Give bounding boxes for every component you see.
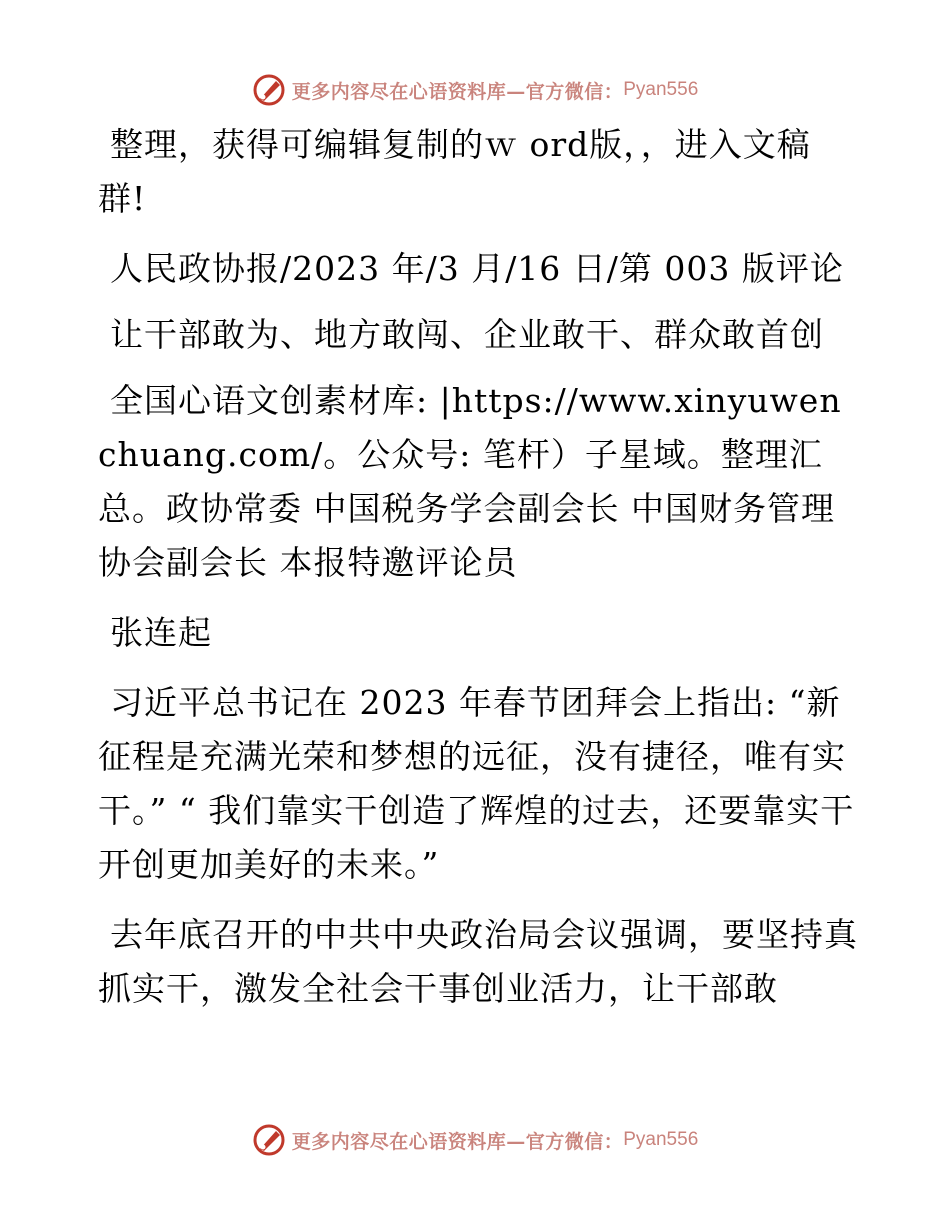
watermark-footer <box>0 1120 950 1160</box>
paragraph-author-info: 全国心语文创素材库: |https://www.xinyuwenchuang.com/。公众号: 笔杆）子星域。整理汇总。政协常委 中国税务学会副会长 中国财务管理协会副会长 本报特邀评论员 <box>98 381 842 582</box>
paragraph-author-name: 张连起 <box>110 613 212 652</box>
watermark-text: 更多内容尽在心语资料库—官方微信： <box>291 80 624 103</box>
pen-logo-icon <box>252 1123 286 1157</box>
document-body <box>98 118 858 1032</box>
paragraph-source: 人民政协报/2023 年/3 月/16 日/第 003 版评论 <box>110 249 844 288</box>
pen-logo-icon <box>252 73 286 107</box>
watermark-id: Pyan556 <box>623 79 699 100</box>
paragraph-body-1: 习近平总书记在 2023 年春节团拜会上指出: “新征程是充满光荣和梦想的远征，没有捷径，唯有实干。” “ 我们靠实干创造了辉煌的过去，还要靠实干开创更加美好的未来。” <box>98 683 855 884</box>
watermark-id: Pyan556 <box>623 1129 699 1150</box>
watermark-text: 更多内容尽在心语资料库—官方微信： <box>291 1130 624 1153</box>
watermark-header <box>0 70 950 110</box>
paragraph-intro: 整理，获得可编辑复制的ｗ ord版，，进入文稿群! <box>98 125 811 218</box>
paragraph-body-2: 去年底召开的中共中央政治局会议强调，要坚持真抓实干，激发全社会干事创业活力，让干部敢 <box>98 915 858 1008</box>
paragraph-title: 让干部敢为、地方敢闯、企业敢干、群众敢首创 <box>110 315 824 354</box>
